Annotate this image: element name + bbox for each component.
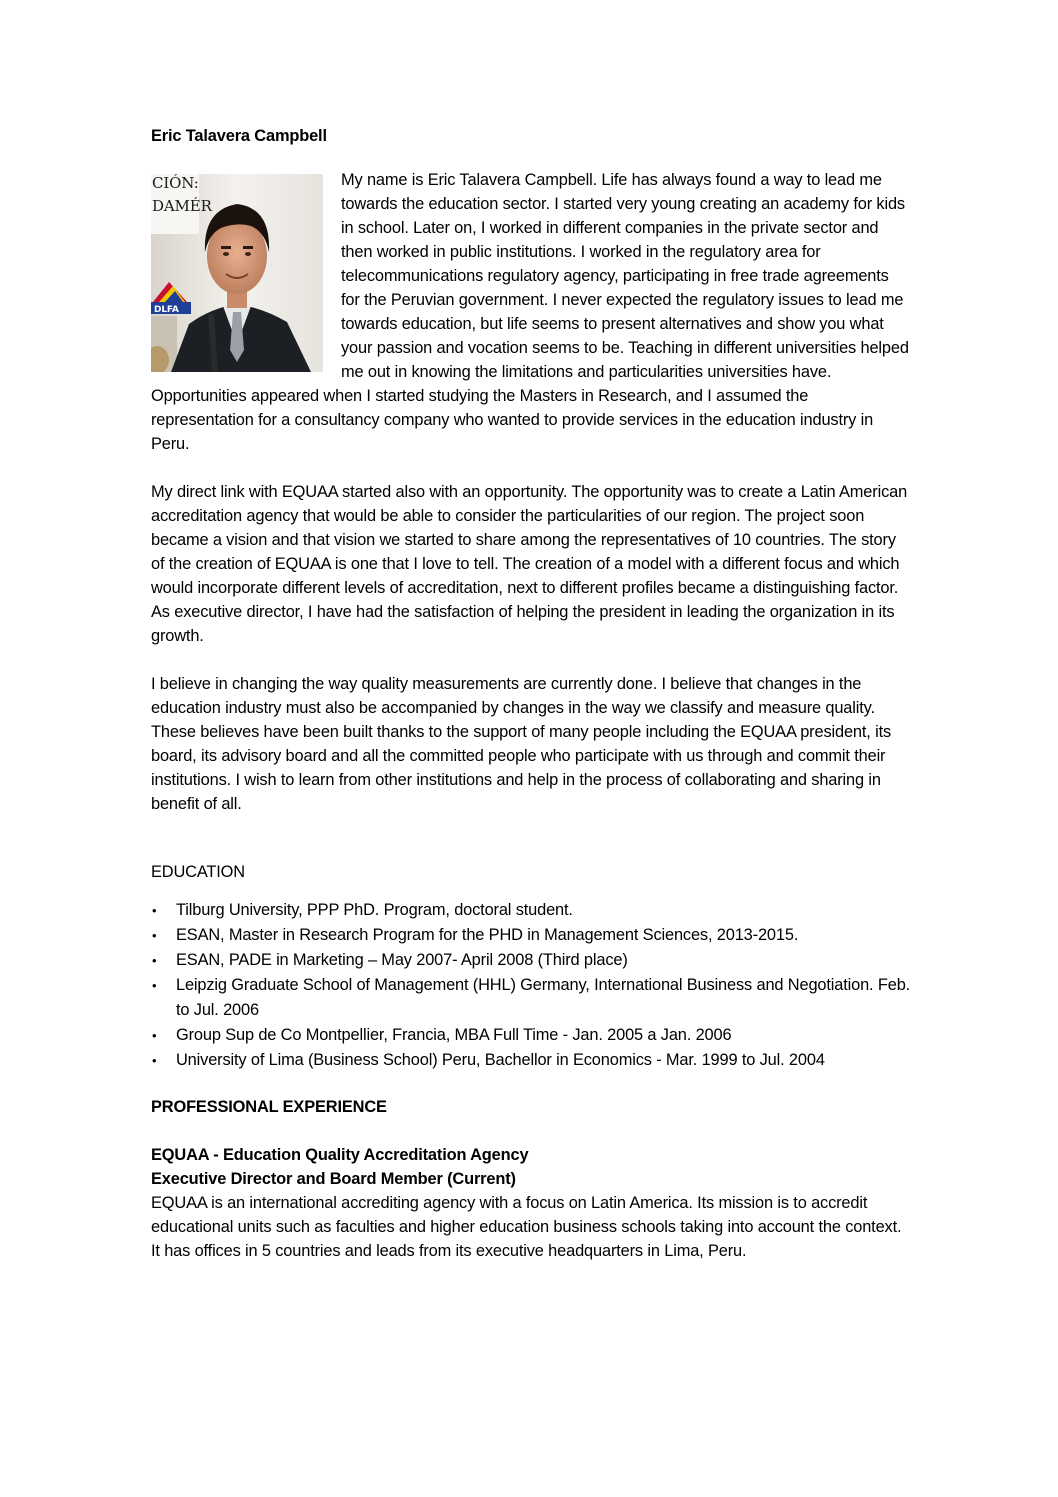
education-item: [151, 898, 911, 923]
bullet-icon: •: [152, 1028, 157, 1043]
education-item: [151, 948, 911, 973]
profile-photo: [151, 174, 323, 372]
education-item: [151, 1023, 911, 1048]
photo-banner-text: CIÓN:: [152, 174, 199, 192]
education-item-text: Tilburg University, PPP PhD. Program, doctoral student.: [176, 901, 573, 919]
education-item-text: ESAN, Master in Research Program for the PHD in Management Sciences, 2013-2015.: [176, 926, 799, 944]
bio-paragraph: I believe in changing the way quality measurements are currently done. I believe that changes in the education industry must also be accompanied by changes in the way we classify and measure quality. These believes have been built thanks to the support of many people including the EQUAA president, its board, its advisory board and all the committed people who participate with us through and commit their institutions. I wish to learn from other institutions and help in the process of collaborating and sharing in benefit of all.: [151, 675, 892, 813]
education-item-text: University of Lima (Business School) Peru, Bachellor in Economics - Mar. 1999 to Jul. 2004: [176, 1051, 825, 1069]
education-item-text: Leipzig Graduate School of Management (HHL) Germany, International Business and Negotiation. Feb. to Jul. 2006: [176, 976, 911, 1019]
education-item-text: ESAN, PADE in Marketing – May 2007- April 2008 (Third place): [176, 951, 628, 969]
experience-organization: EQUAA - Education Quality Accreditation Agency: [151, 1146, 529, 1164]
education-item: [151, 1048, 911, 1073]
bullet-icon: •: [152, 978, 157, 993]
education-item: [151, 923, 911, 948]
experience-role: Executive Director and Board Member (Current): [151, 1170, 516, 1188]
section-spacer: [151, 816, 911, 838]
bio-paragraph: My name is Eric Talavera Campbell. Life has always found a way to lead me towards the education sector. I started very young creating an academy for kids in school. Later on, I worked in different companies in the private sector and then worked in public institutions. I worked in the regulatory area for telecommunications regulatory agency, participating in free trade agreements for the Peruvian government. I never expected the regulatory issues to lead me towards education, but life seems to present alternatives and show you what your passion and vocation seems to be. Teaching in different universities helped me out in knowing the limitations and particularities universities have. Opportunities appeared when I started studying the Masters in Research, and I assumed the representation for a consultancy company who wanted to provide services in the education industry in Peru.: [151, 171, 909, 453]
education-list: [151, 898, 911, 1073]
experience-description: EQUAA is an international accrediting agency with a focus on Latin America. Its mission is to accredit educational units such as faculties and higher education business schools taking into account the context. It has offices in 5 countries and leads from its executive headquarters in Lima, Peru.: [151, 1194, 902, 1260]
photo-logo-text: DLFA: [154, 305, 179, 315]
education-heading: EDUCATION: [151, 863, 245, 881]
bullet-icon: •: [152, 903, 157, 918]
education-item: [151, 973, 911, 1023]
bullet-icon: •: [152, 928, 157, 943]
document-content: [151, 124, 911, 1263]
person-name: Eric Talavera Campbell: [151, 127, 327, 145]
experience-heading: PROFESSIONAL EXPERIENCE: [151, 1098, 387, 1116]
bullet-icon: •: [152, 1053, 157, 1068]
education-item-text: Group Sup de Co Montpellier, Francia, MBA Full Time - Jan. 2005 a Jan. 2006: [176, 1026, 732, 1044]
bullet-icon: •: [152, 953, 157, 968]
photo-banner-text: DAMÉR: [152, 197, 212, 215]
section-spacer: [151, 838, 911, 860]
bio-paragraph: My direct link with EQUAA started also with an opportunity. The opportunity was to create a Latin American accreditation agency that would be able to consider the particularities of our region. The project soon became a vision and that vision we started to share among the representatives of 10 countries. The story of the creation of EQUAA is one that I love to tell. The creation of a model with a different focus and which would incorporate different levels of accreditation, next to different profiles became a distinguishing factor. As executive director, I have had the satisfaction of helping the president in leading the organization in its growth.: [151, 483, 908, 645]
